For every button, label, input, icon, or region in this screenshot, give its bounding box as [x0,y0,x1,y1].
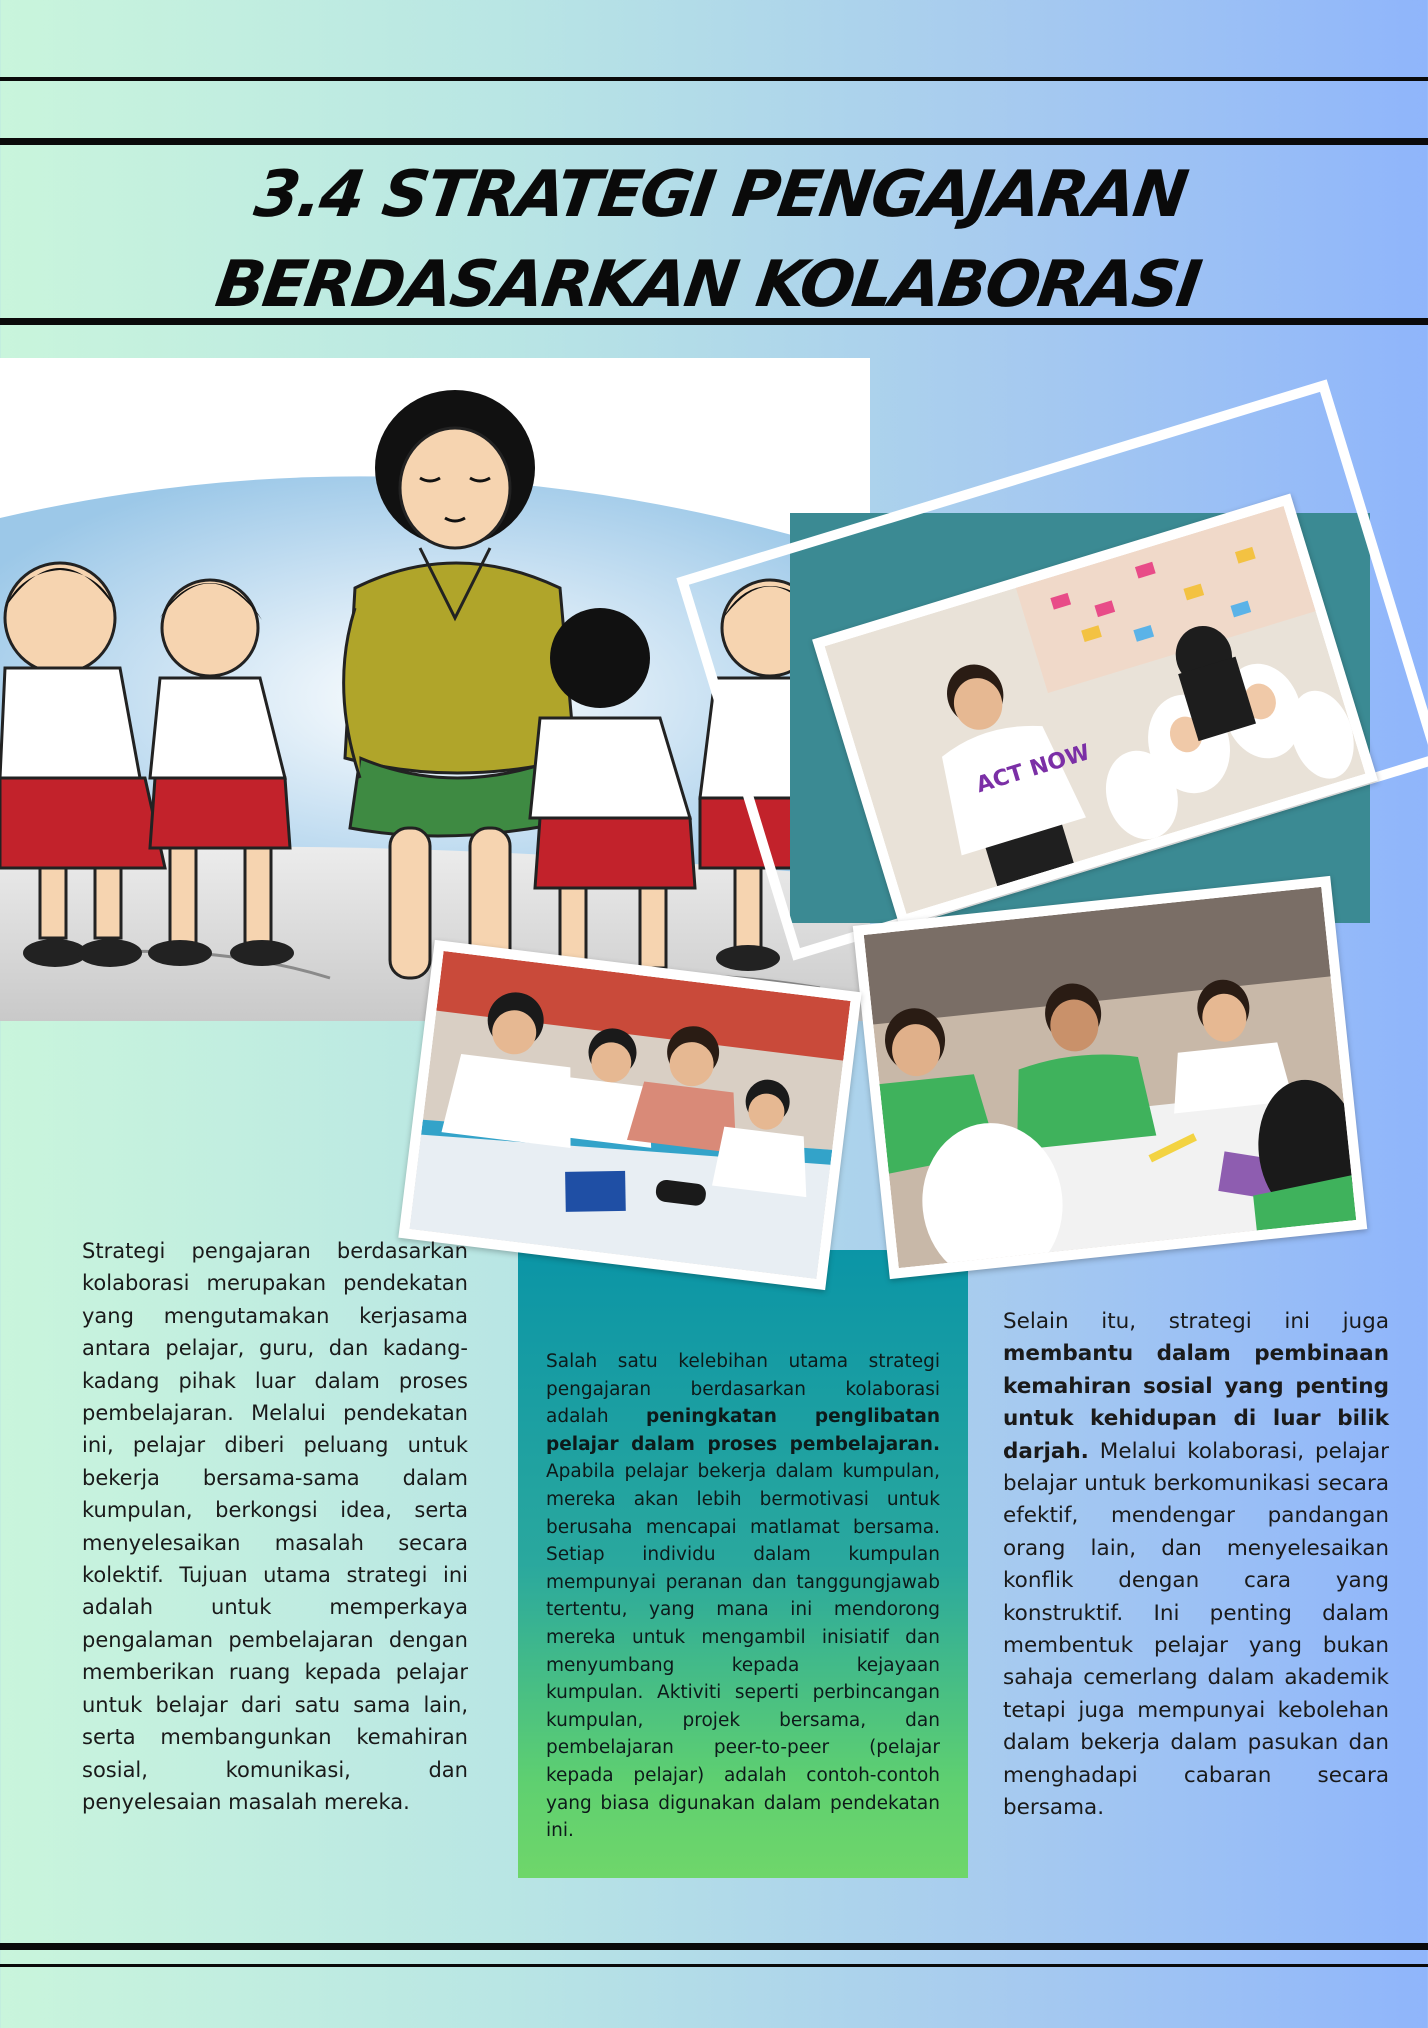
right-paragraph-part-2: Melalui kolaborasi, pelajar belajar untuk berkomunikasi secara efektif, mendengar pandangan orang lain, dan menyelesaikan konflik dengan cara yang konstruktif. Ini penting dalam membentuk pelajar yang bukan sahaja cemerlang dalam akademik tetapi juga mempunyai kebolehan dalam bekerja dalam pasukan dan menghadapi cabaran secara bersama. [1003,1438,1389,1821]
right-paragraph-part-1: Selain itu, strategi ini juga [1003,1309,1389,1334]
top-rule-1 [0,77,1428,81]
left-text-column [82,1235,468,1818]
bottom-rule-1 [0,1943,1428,1950]
middle-text-column [546,1348,940,1845]
photo-classroom-green-shirts [853,876,1367,1279]
right-paragraph-bold: membantu dalam pembinaan kemahiran sosial yang penting untuk kehidupan di luar bilik darjah. [1003,1341,1389,1464]
title-line-2: BERDASARKAN KOLABORASI [211,248,1205,322]
left-paragraph: Strategi pengajaran berdasarkan kolaborasi merupakan pendekatan yang mengutamakan kerjasama antara pelajar, guru, dan kadang-kadang pihak luar dalam proses pembelajaran. Melalui pendekatan ini, pelajar diberi peluang untuk bekerja bersama-sama dalam kumpulan, berkongsi idea, serta menyelesaikan masalah secara kolektif. Tujuan utama strategi ini adalah untuk memperkaya pengalaman pembelajaran dengan memberikan ruang kepada pelajar untuk belajar dari satu sama lain, serta membangunkan kemahiran sosial, komunikasi, dan penyelesaian masalah mereka. [82,1239,468,1814]
middle-paragraph-bold: peningkatan penglibatan pelajar dalam proses pembelajaran. [546,1406,940,1455]
middle-paragraph-part-2: Apabila pelajar bekerja dalam kumpulan, mereka akan lebih bermotivasi untuk berusaha mencapai matlamat bersama. Setiap individu dalam kumpulan mempunyai peranan dan tanggungjawab tertentu, yang mana ini mendorong mereka untuk mengambil inisiatif dan menyumbang kepada kejayaan kumpulan. Aktiviti seperti perbincangan kumpulan, projek bersama, dan pembelajaran peer-to-peer (pelajar kepada pelajar) adalah contoh-contoh yang biasa digunakan dalam pendekatan ini. [546,1461,940,1842]
title-line-1: 3.4 STRATEGI PENGAJARAN [250,158,1191,232]
bottom-rule-2 [0,1964,1428,1967]
middle-paragraph-part-1: Salah satu kelebihan utama strategi pengajaran berdasarkan kolaborasi adalah [546,1351,940,1428]
top-rule-2 [0,138,1428,145]
right-text-column [1003,1306,1389,1825]
page-title [0,150,1428,330]
shirt-print-text: ACT NOW [973,740,1093,799]
